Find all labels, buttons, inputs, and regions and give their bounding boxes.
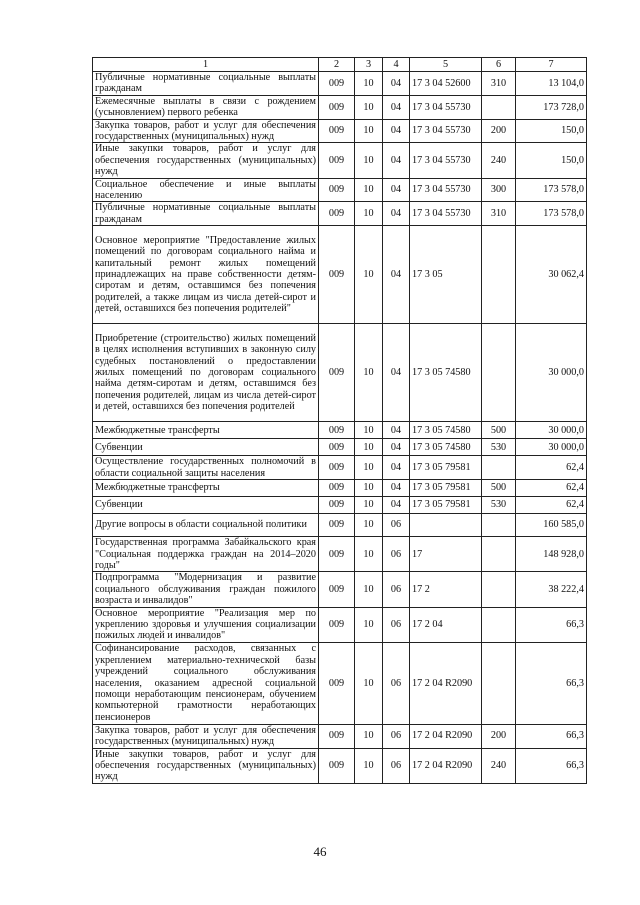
cell-amount: 173 578,0 <box>516 178 587 202</box>
cell-expense-type: 310 <box>482 72 516 96</box>
cell-admin-code: 009 <box>319 480 355 497</box>
cell-expense-type: 530 <box>482 497 516 514</box>
cell-expense-type: 500 <box>482 480 516 497</box>
cell-admin-code: 009 <box>319 72 355 96</box>
cell-name: Основное мероприятие "Предоставление жилых помещений по договорам социального найма и капитальный ремонт жилых помещений принадлежащих на праве собственности детям-сиротам и детям, оставшимся без попечения родителей, а также лицам из числа детей-сирот и детей, оставшихся без попечения родителей" <box>93 226 319 324</box>
column-header: 4 <box>383 58 410 72</box>
cell-admin-code: 009 <box>319 642 355 724</box>
cell-admin-code: 009 <box>319 724 355 748</box>
column-header: 1 <box>93 58 319 72</box>
cell-admin-code: 009 <box>319 202 355 226</box>
table-row <box>93 202 587 226</box>
table-row <box>93 642 587 724</box>
cell-name: Межбюджетные трансферты <box>93 422 319 439</box>
table-row <box>93 497 587 514</box>
cell-target-article: 17 3 05 <box>410 226 482 324</box>
cell-expense-type <box>482 537 516 572</box>
cell-subsection: 04 <box>383 439 410 456</box>
cell-target-article: 17 2 04 R2090 <box>410 748 482 783</box>
column-header: 7 <box>516 58 587 72</box>
cell-target-article: 17 3 05 74580 <box>410 324 482 422</box>
cell-target-article: 17 3 04 52600 <box>410 72 482 96</box>
budget-table <box>92 57 587 784</box>
cell-expense-type <box>482 226 516 324</box>
cell-amount: 62,4 <box>516 497 587 514</box>
table-row <box>93 724 587 748</box>
cell-section: 10 <box>355 422 383 439</box>
cell-name: Софинансирование расходов, связанных с укреплением материально-технической базы учреждений социального обслуживания населения, оказанием адресной социальной помощи неработающим пенсионерам, обучением компьютерной грамотности неработающих пенсионеров <box>93 642 319 724</box>
cell-admin-code: 009 <box>319 178 355 202</box>
table-row <box>93 480 587 497</box>
cell-amount: 30 062,4 <box>516 226 587 324</box>
cell-section: 10 <box>355 607 383 642</box>
cell-admin-code: 009 <box>319 537 355 572</box>
cell-amount: 13 104,0 <box>516 72 587 96</box>
cell-target-article: 17 3 04 55730 <box>410 95 482 119</box>
cell-subsection: 04 <box>383 480 410 497</box>
cell-amount: 150,0 <box>516 119 587 143</box>
cell-name: Публичные нормативные социальные выплаты гражданам <box>93 202 319 226</box>
table-row <box>93 119 587 143</box>
table-body <box>93 72 587 784</box>
cell-admin-code: 009 <box>319 497 355 514</box>
cell-expense-type: 300 <box>482 178 516 202</box>
table-header-row <box>93 58 587 72</box>
cell-expense-type <box>482 572 516 607</box>
table-row <box>93 422 587 439</box>
cell-target-article: 17 <box>410 537 482 572</box>
table-row <box>93 324 587 422</box>
cell-section: 10 <box>355 95 383 119</box>
cell-section: 10 <box>355 456 383 480</box>
cell-expense-type: 200 <box>482 724 516 748</box>
cell-admin-code: 009 <box>319 143 355 178</box>
cell-target-article: 17 3 04 55730 <box>410 119 482 143</box>
column-header: 5 <box>410 58 482 72</box>
cell-admin-code: 009 <box>319 607 355 642</box>
cell-target-article <box>410 514 482 537</box>
cell-subsection: 04 <box>383 178 410 202</box>
cell-expense-type <box>482 456 516 480</box>
table-row <box>93 143 587 178</box>
cell-section: 10 <box>355 748 383 783</box>
cell-name: Иные закупки товаров, работ и услуг для обеспечения государственных (муниципальных) нужд <box>93 748 319 783</box>
cell-admin-code: 009 <box>319 422 355 439</box>
cell-name: Межбюджетные трансферты <box>93 480 319 497</box>
cell-name: Ежемесячные выплаты в связи с рождением (усыновлением) первого ребенка <box>93 95 319 119</box>
cell-admin-code: 009 <box>319 572 355 607</box>
cell-expense-type: 240 <box>482 143 516 178</box>
cell-amount: 62,4 <box>516 456 587 480</box>
cell-name: Подпрограмма "Модернизация и развитие социального обслуживания граждан пожилого возраста и инвалидов" <box>93 572 319 607</box>
table-row <box>93 72 587 96</box>
cell-amount: 66,3 <box>516 607 587 642</box>
cell-section: 10 <box>355 514 383 537</box>
cell-target-article: 17 2 <box>410 572 482 607</box>
table-row <box>93 226 587 324</box>
table-row <box>93 514 587 537</box>
cell-section: 10 <box>355 226 383 324</box>
cell-admin-code: 009 <box>319 439 355 456</box>
cell-subsection: 04 <box>383 202 410 226</box>
cell-section: 10 <box>355 72 383 96</box>
cell-section: 10 <box>355 480 383 497</box>
cell-admin-code: 009 <box>319 95 355 119</box>
cell-section: 10 <box>355 537 383 572</box>
cell-name: Субвенции <box>93 439 319 456</box>
cell-amount: 173 578,0 <box>516 202 587 226</box>
table-row <box>93 178 587 202</box>
table-row <box>93 607 587 642</box>
cell-target-article: 17 3 04 55730 <box>410 202 482 226</box>
cell-subsection: 04 <box>383 72 410 96</box>
cell-expense-type <box>482 642 516 724</box>
cell-subsection: 04 <box>383 95 410 119</box>
cell-section: 10 <box>355 572 383 607</box>
cell-target-article: 17 2 04 <box>410 607 482 642</box>
cell-admin-code: 009 <box>319 119 355 143</box>
cell-amount: 66,3 <box>516 642 587 724</box>
cell-name: Приобретение (строительство) жилых помещений в целях исполнения вступивших в законную силу судебных постановлений о предоставлении жилых помещений по договорам социального найма детям-сиротам и детям, оставшимся без попечения родителей, лицам из числа детей-сирот и детей, оставшихся без попечения родителей <box>93 324 319 422</box>
cell-name: Государственная программа Забайкальского края "Социальная поддержка граждан на 2014–2020 годы" <box>93 537 319 572</box>
table-row <box>93 456 587 480</box>
cell-admin-code: 009 <box>319 514 355 537</box>
cell-expense-type: 310 <box>482 202 516 226</box>
column-header: 6 <box>482 58 516 72</box>
cell-subsection: 06 <box>383 642 410 724</box>
cell-section: 10 <box>355 724 383 748</box>
cell-section: 10 <box>355 119 383 143</box>
cell-target-article: 17 2 04 R2090 <box>410 642 482 724</box>
cell-subsection: 06 <box>383 572 410 607</box>
cell-expense-type <box>482 324 516 422</box>
cell-section: 10 <box>355 642 383 724</box>
cell-target-article: 17 2 04 R2090 <box>410 724 482 748</box>
cell-name: Субвенции <box>93 497 319 514</box>
table-row <box>93 572 587 607</box>
cell-target-article: 17 3 05 79581 <box>410 480 482 497</box>
cell-subsection: 04 <box>383 226 410 324</box>
cell-section: 10 <box>355 324 383 422</box>
cell-target-article: 17 3 05 74580 <box>410 439 482 456</box>
cell-amount: 38 222,4 <box>516 572 587 607</box>
cell-amount: 173 728,0 <box>516 95 587 119</box>
cell-admin-code: 009 <box>319 748 355 783</box>
cell-amount: 62,4 <box>516 480 587 497</box>
table-row <box>93 439 587 456</box>
cell-target-article: 17 3 05 74580 <box>410 422 482 439</box>
cell-expense-type <box>482 514 516 537</box>
cell-section: 10 <box>355 178 383 202</box>
cell-expense-type: 200 <box>482 119 516 143</box>
cell-subsection: 06 <box>383 748 410 783</box>
cell-subsection: 06 <box>383 537 410 572</box>
cell-amount: 66,3 <box>516 748 587 783</box>
cell-name: Другие вопросы в области социальной политики <box>93 514 319 537</box>
cell-expense-type: 530 <box>482 439 516 456</box>
cell-section: 10 <box>355 143 383 178</box>
cell-amount: 160 585,0 <box>516 514 587 537</box>
cell-name: Закупка товаров, работ и услуг для обеспечения государственных (муниципальных) нужд <box>93 724 319 748</box>
cell-amount: 30 000,0 <box>516 324 587 422</box>
column-header: 2 <box>319 58 355 72</box>
cell-target-article: 17 3 05 79581 <box>410 497 482 514</box>
cell-subsection: 04 <box>383 497 410 514</box>
cell-amount: 66,3 <box>516 724 587 748</box>
cell-target-article: 17 3 05 79581 <box>410 456 482 480</box>
table-row <box>93 748 587 783</box>
cell-target-article: 17 3 04 55730 <box>410 178 482 202</box>
table-row <box>93 95 587 119</box>
cell-amount: 148 928,0 <box>516 537 587 572</box>
cell-subsection: 04 <box>383 422 410 439</box>
cell-name: Публичные нормативные социальные выплаты гражданам <box>93 72 319 96</box>
cell-amount: 30 000,0 <box>516 422 587 439</box>
cell-expense-type <box>482 607 516 642</box>
table-row <box>93 537 587 572</box>
page-number: 46 <box>313 844 327 859</box>
cell-name: Осуществление государственных полномочий в области социальной защиты населения <box>93 456 319 480</box>
cell-admin-code: 009 <box>319 456 355 480</box>
cell-subsection: 04 <box>383 324 410 422</box>
cell-subsection: 06 <box>383 724 410 748</box>
cell-subsection: 06 <box>383 514 410 537</box>
cell-name: Социальное обеспечение и иные выплаты населению <box>93 178 319 202</box>
cell-section: 10 <box>355 202 383 226</box>
cell-subsection: 04 <box>383 119 410 143</box>
cell-expense-type <box>482 95 516 119</box>
cell-subsection: 04 <box>383 456 410 480</box>
cell-section: 10 <box>355 439 383 456</box>
cell-name: Основное мероприятие "Реализация мер по укреплению здоровья и улучшения социализации пожилых людей и инвалидов" <box>93 607 319 642</box>
cell-amount: 30 000,0 <box>516 439 587 456</box>
cell-admin-code: 009 <box>319 324 355 422</box>
cell-expense-type: 240 <box>482 748 516 783</box>
cell-expense-type: 500 <box>482 422 516 439</box>
cell-name: Иные закупки товаров, работ и услуг для обеспечения государственных (муниципальных) нужд <box>93 143 319 178</box>
cell-section: 10 <box>355 497 383 514</box>
cell-amount: 150,0 <box>516 143 587 178</box>
column-header: 3 <box>355 58 383 72</box>
cell-target-article: 17 3 04 55730 <box>410 143 482 178</box>
cell-subsection: 04 <box>383 143 410 178</box>
cell-subsection: 06 <box>383 607 410 642</box>
cell-name: Закупка товаров, работ и услуг для обеспечения государственных (муниципальных) нужд <box>93 119 319 143</box>
cell-admin-code: 009 <box>319 226 355 324</box>
